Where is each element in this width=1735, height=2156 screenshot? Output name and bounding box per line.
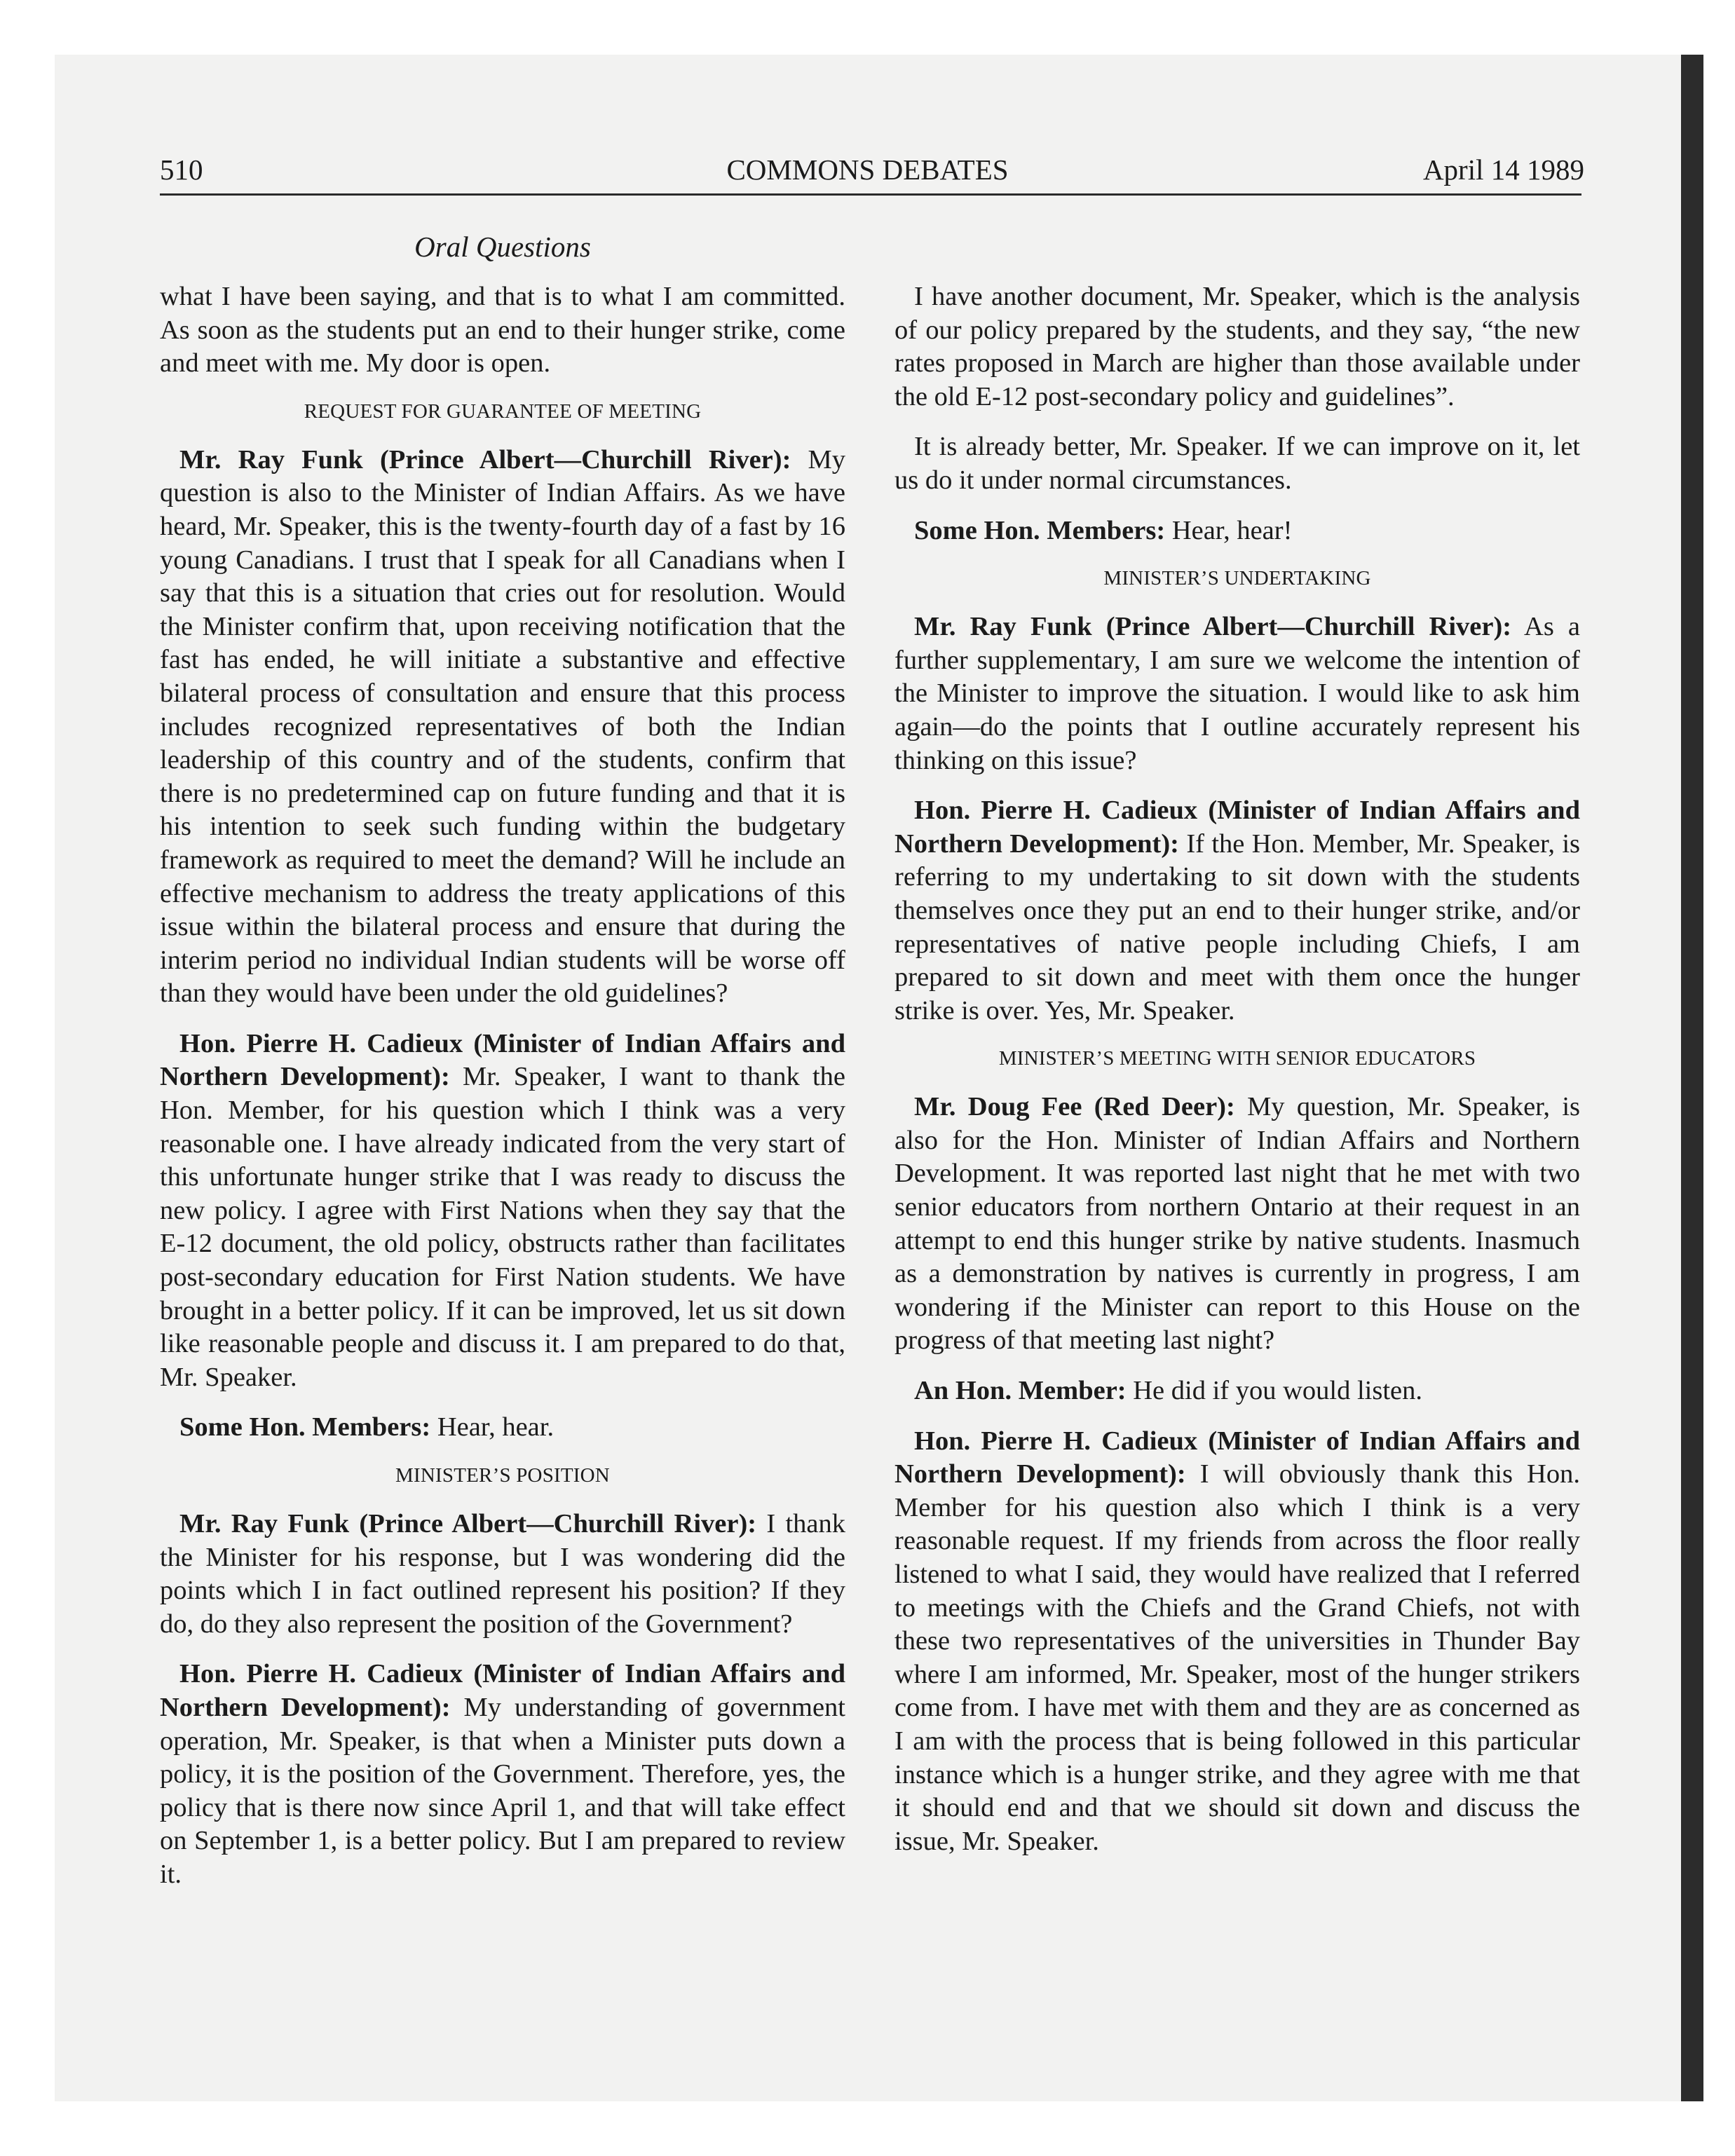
speech-text: He did if you would listen.	[1126, 1376, 1423, 1406]
speech-text: Mr. Speaker, I want to thank the Hon. Member, for his question which I think was a very reasonable one. I have already indicated from the very start of this unfortunate hunger strike that I was ready to discuss the new policy. I agree with First Nations when they say that the E-12 document, the old policy, obstructs rather than facilitates post-secondary education for First Nation students. We have brought in a better policy. If it can be improved, let us sit down like reasonable people and discuss it. I am prepared to do that, Mr. Speaker.	[160, 1062, 846, 1392]
speech-text: I will obviously thank this Hon. Member for his question also which I think is a very reasonable request. If my friends from across the floor really listened to what I said, they would have realized that I referred to meetings with the Chiefs and the Grand Chiefs, not with these two representatives of the universities in Thunder Bay where I am informed, Mr. Speaker, most of the hunger strikers come from. I have met with them and they are as concerned as I am with the process that is being followed in this particular instance which is a hunger strike, and they agree with me that it should end and that we should sit down and discuss the issue, Mr. Speaker.	[894, 1459, 1580, 1856]
speaker-name: Mr. Ray Funk (Prince Albert—Churchill River):	[179, 444, 791, 475]
speaker-name: Some Hon. Members:	[914, 515, 1166, 545]
paragraph	[894, 514, 1580, 548]
paragraph	[160, 1411, 845, 1445]
scan-edge-shadow	[1681, 55, 1703, 2101]
paragraph: what I have been saying, and that is to what I am committed. As soon as the students put an end to their hunger strike, come and meet with me. My door is open.	[160, 282, 845, 378]
paragraph	[894, 1425, 1580, 1859]
speaker-name: An Hon. Member:	[914, 1376, 1127, 1406]
section-label: Oral Questions	[414, 231, 591, 263]
paragraph	[894, 610, 1580, 777]
subheading: MINISTER’S UNDERTAKING	[1103, 567, 1371, 590]
paragraph	[160, 1658, 845, 1891]
speech-text: My understanding of government operation, Mr. Speaker, is that when a Minister puts down a policy, it is the position of the Government. Therefore, yes, the policy that is there now since April 1, and that will take effect on September 1, is a better policy. But I am prepared to review it.	[160, 1692, 845, 1889]
paragraph: I have another document, Mr. Speaker, which is the analysis of our policy prepared by the students, and they say, “the new rates proposed in March are higher than those available under the old E-12 post-secondary policy and guidelines”.	[894, 282, 1580, 411]
publication-title: COMMONS DEBATES	[726, 153, 1009, 186]
speaker-name: Mr. Doug Fee (Red Deer):	[914, 1092, 1235, 1122]
speech-text: I thank the Minister for his response, but I was wondering did the points which I in fact outlined represent his position? If they do, do they also represent the position of the Government?	[160, 1509, 846, 1639]
speaker-name: Hon. Pierre H. Cadieux (Minister of Indian Affairs and Northern Development):	[160, 1659, 845, 1722]
paragraph	[894, 1374, 1580, 1408]
paragraph	[160, 1028, 845, 1395]
speaker-name: Mr. Ray Funk (Prince Albert—Churchill River):	[179, 1509, 757, 1538]
left-column	[160, 280, 845, 1909]
speech-text: My question, Mr. Speaker, is also for the Hon. Minister of Indian Affairs and Northern Development. It was reported last night that he met with two senior educators from northern Ontario at their request in an attempt to end this hunger strike by native students. Inasmuch as a demonstration by natives is currently in progress, I am wondering if the Minister can report to this House on the progress of that meeting last night?	[894, 1092, 1581, 1356]
page-number: 510	[160, 153, 203, 186]
header-rule	[160, 193, 1581, 196]
subheading: MINISTER’S MEETING WITH SENIOR EDUCATORS	[998, 1047, 1476, 1070]
speech-text: Hear, hear.	[430, 1412, 554, 1442]
page-date: April 14 1989	[1422, 153, 1584, 186]
subheading: MINISTER’S POSITION	[395, 1464, 610, 1487]
speaker-name: Some Hon. Members:	[179, 1412, 431, 1442]
speaker-name: Mr. Ray Funk (Prince Albert—Churchill River):	[914, 612, 1512, 642]
speech-text: As a further supplementary, I am sure we welcome the intention of the Minister to improve the situation. I would like to ask him again—do the points that I outline accurately represent his thinking on this issue?	[894, 612, 1581, 775]
paragraph	[160, 1508, 845, 1641]
speaker-name: Hon. Pierre H. Cadieux (Minister of Indian Affairs and Northern Development):	[894, 796, 1580, 859]
paragraph	[894, 1091, 1580, 1358]
speech-text: If the Hon. Member, Mr. Speaker, is referring to my undertaking to sit down with the students themselves once they put an end to their hunger strike, and/or representatives of native people including Chiefs, I am prepared to sit down and meet with them once the hunger strike is over. Yes, Mr. Speaker.	[894, 828, 1580, 1025]
speech-text: Hear, hear!	[1165, 515, 1293, 545]
subheading: REQUEST FOR GUARANTEE OF MEETING	[304, 400, 702, 423]
right-column	[894, 280, 1580, 1875]
speaker-name: Hon. Pierre H. Cadieux (Minister of Indian Affairs and Northern Development):	[894, 1426, 1580, 1489]
speech-text: My question is also to the Minister of Indian Affairs. As we have heard, Mr. Speaker, this is the twenty-fourth day of a fast by 16 young Canadians. I trust that I speak for all Canadians when I say that this is a situation that cries out for resolution. Would the Minister confirm that, upon receiving notification that the fast has ended, he will initiate a substantive and effective bilateral process of consultation and ensure that this process includes recognized representatives of both the Indian leadership of this country and of the students, confirm that there is no predetermined cap on future funding and that it is his intention to seek such funding within the budgetary framework as required to meet the demand? Will he include an effective mechanism to address the treaty applications of this issue within the bilateral process and ensure that during the interim period no individual Indian students will be worse off than they would have been under the old guidelines?	[160, 444, 846, 1009]
paragraph	[894, 794, 1580, 1028]
paragraph	[160, 444, 845, 1011]
speaker-name: Hon. Pierre H. Cadieux (Minister of Indian Affairs and Northern Development):	[160, 1028, 845, 1092]
paragraph: It is already better, Mr. Speaker. If we can improve on it, let us do it under normal circumstances.	[894, 432, 1580, 495]
